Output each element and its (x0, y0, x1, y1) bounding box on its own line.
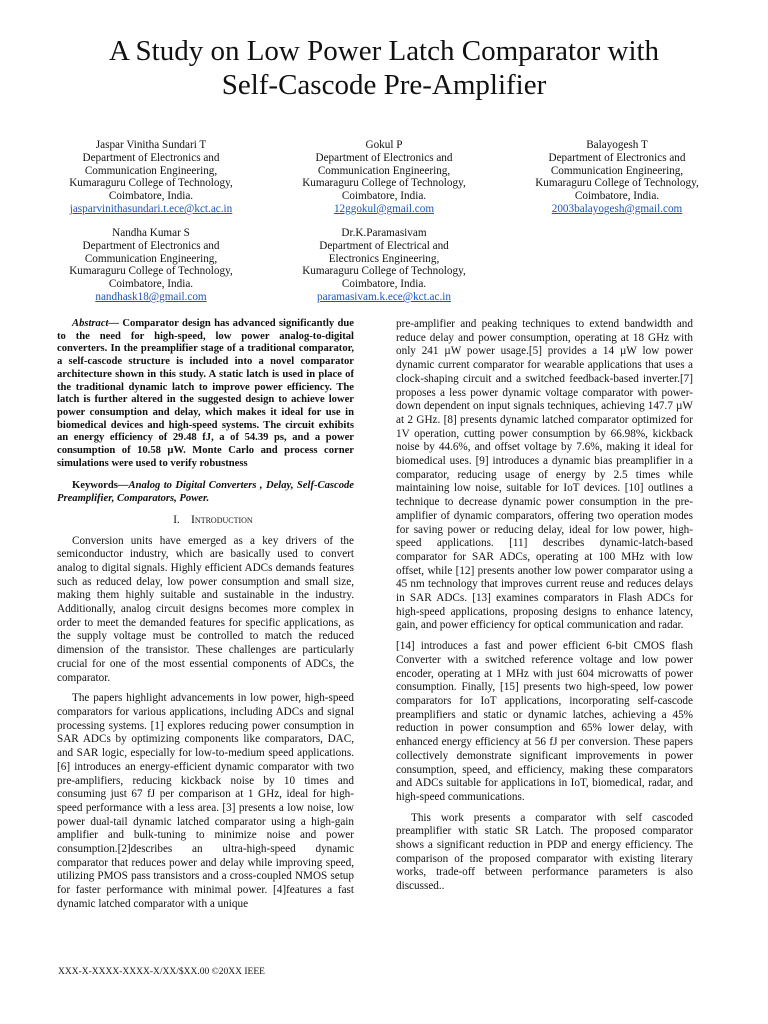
author-affiliation: Coimbatore, India. (108, 190, 194, 203)
author-block (51, 139, 251, 216)
author-affiliation: Kumaraguru College of Technology, (302, 177, 466, 190)
author-affiliation: Department of Electronics and (82, 239, 220, 252)
author-name: Gokul P (365, 139, 403, 151)
left-column (57, 318, 354, 919)
paper-title (0, 34, 768, 102)
author-email-link[interactable]: 2003balayogesh@gmail.com (551, 202, 683, 215)
author-block (284, 139, 484, 216)
author-name: Dr.K.Paramasivam (341, 227, 427, 239)
author-affiliation: Coimbatore, India. (341, 278, 427, 291)
author-email-link[interactable]: 12ggokul@gmail.com (333, 202, 435, 215)
author-affiliation: Kumaraguru College of Technology, (69, 177, 233, 190)
author-affiliation: Coimbatore, India. (341, 190, 427, 203)
body-paragraph: pre-amplifier and peaking techniques to extend bandwidth and reduce delay and power consumption, operating at 18 GHz with only 241 µW power usage.[5] provides a 14 µW low power dynamic current comparator for wearable applications that uses a clock-shaping circuit and a switched feedback-based inverter.[7] proposes a less power dynamic voltage comparator with power-down dependent on input signals techniques, achieving 147.7 µW at 2 GHz. [8] presents dynamic latched comparator optimized for 1V operation, cutting power consumption by 66.98%, kickback noise by 44.6%, and offset voltage by 7.6%, making it ideal for biomedical uses. [9] introduces a dynamic bias preamplifier in a comparator, reducing usage of energy by 2.5 times while maintaining low noise, suitable for IoT devices. [10] outlines a technique to decrease dynamic power consumption in the pre-amplifier of dynamic comparators, offering two operation modes for saving power or reducing delay, ideal for low power, high-speed applications. [11] describes dynamic-latch-based comparator for SAR ADCs, operating at 100 MHz with low offset, while [12] presents another low power comparator using a 45 nm technology that improves current reuse and reduces delays in SAR ADCs. [13] examines comparators in Flash ADCs for high-speed applications, proposing designs to enhance latency, gain, and power efficiency for optical communication and radar. (396, 318, 693, 632)
body-paragraph: The papers highlight advancements in low power, high-speed comparators for various applications, including ADCs and signal processing systems. [1] explores reducing power consumption in SAR ADCs by optimizing components like comparators, DAC, and SAR logic, especially for low-to-medium speed applications. [6] introduces an energy-efficient dynamic comparator with two pre-amplifiers, reducing kickback noise by 10 times and consuming just 67 fJ per comparison at 1 GHz, ideal for high-speed performance with a less area. [3] presents a low noise, low power dual-tail dynamic latched comparator using a high-gain amplifier and bulk-tuning to minimize noise and power consumption.[2]describes an ultra-high-speed dynamic comparator that reduces power and delay while improving speed, utilizing PMOS pass transistors and a cross-coupled NMOS setup for faster performance with minimal power. [4]features a fast dynamic latched comparator with a unique (57, 692, 354, 910)
author-affiliation: Kumaraguru College of Technology, (69, 265, 233, 278)
right-column (396, 318, 693, 901)
author-block (51, 227, 251, 304)
abstract-text: Comparator design has advanced significantly due to the need for high-speed, low power analog-to-digital converters. In the preamplifier stage of a traditional comparator, a self-cascode structure is included into a novel comparator architecture shown in this study. A static latch is used in place of the traditional dynamic latch to improve power efficiency. The latch is further altered in the suggested design to achieve lower power consumption and delay, which makes it ideal for use in biomedical devices and high-speed systems. The circuit exhibits an energy efficiency of 29.48 fJ, a of 54.39 ps, and a power consumption of 10.58 µW. Monte Carlo and process corner simulations were used to verify robustness (57, 318, 354, 469)
author-email-link[interactable]: nandhask18@gmail.com (95, 290, 207, 303)
author-affiliation: Communication Engineering, (84, 252, 218, 265)
author-affiliation: Department of Electronics and (82, 151, 220, 164)
title-line-2: Self-Cascode Pre-Amplifier (221, 69, 547, 101)
body-paragraph: [14] introduces a fast and power efficient 6-bit CMOS flash Converter with a switched reference voltage and low power encoder, operating at 1 MHz with just 604 microwatts of power consumption. Finally, [15] presents two high-speed, low power comparators for IoT applications, incorporating self-cascode preamplifiers and static or dynamic latches, achieving a 45% reduction in power consumption and 65% lower delay, with enhanced energy efficiency at 56 fJ per conversion. These papers collectively demonstrate significant improvements in power consumption, speed, and efficiency, making these comparators and ADCs suitable for applications in IoT, biomedical, radar, and high-speed communications. (396, 640, 693, 803)
copyright-footer: XXX-X-XXXX-XXXX-X/XX/$XX.00 ©20XX IEEE (58, 967, 265, 977)
author-name: Balayogesh T (586, 139, 648, 151)
author-affiliation: Department of Electronics and (548, 151, 686, 164)
abstract (57, 318, 354, 470)
author-affiliation: Communication Engineering, (84, 164, 218, 177)
keywords-label: Keywords— (72, 480, 129, 492)
author-affiliation: Department of Electrical and (319, 239, 449, 252)
section-heading (57, 513, 354, 528)
author-affiliation: Kumaraguru College of Technology, (535, 177, 699, 190)
author-email-link[interactable]: paramasivam.k.ece@kct.ac.in (317, 290, 451, 303)
author-name: Jaspar Vinitha Sundari T (95, 139, 207, 151)
author-email-link[interactable]: jasparvinithasundari.t.ece@kct.ac.in (69, 202, 233, 215)
author-affiliation: Communication Engineering, (317, 164, 451, 177)
author-affiliation: Communication Engineering, (550, 164, 684, 177)
author-affiliation: Electronics Engineering, (328, 252, 440, 265)
body-paragraph: Conversion units have emerged as a key drivers of the semiconductor industry, which are basically used to convert analog to digital signals. Highly efficient ADCs demands features such as reduced delay, low power consumption and small size, making them highly suitable and sustainable in the industry. Additionally, analog circuit designs becomes more complex in order to meet the demanded features for specific applications, as the supply voltage must be controlled to match the reduced dimension of the transistor. These challenges are particularly crucial for one of the most essential components of ADCs, the comparator. (57, 534, 354, 684)
author-block (517, 139, 717, 216)
author-block (284, 227, 484, 304)
abstract-label: Abstract— (72, 318, 120, 329)
section-number: I. (173, 513, 180, 526)
title-line-1: A Study on Low Power Latch Comparator with (108, 35, 660, 67)
author-affiliation: Coimbatore, India. (108, 278, 194, 291)
author-affiliation: Coimbatore, India. (574, 190, 660, 203)
body-paragraph: This work presents a comparator with self cascoded preamplifier with static SR Latch. The proposed comparator shows a significant reduction in PDP and energy efficiency. The comparison of the proposed comparator with existing literary works, trade-off between performance parameters is also discussed.. (396, 811, 693, 893)
section-title: Introduction (191, 511, 253, 526)
author-affiliation: Kumaraguru College of Technology, (302, 265, 466, 278)
author-affiliation: Department of Electronics and (315, 151, 453, 164)
author-name: Nandha Kumar S (112, 227, 190, 239)
keywords (57, 480, 354, 505)
keywords-text: Analog to Digital Converters , Delay, Self-Cascode Preamplifier, Comparators, Power. (57, 480, 354, 505)
